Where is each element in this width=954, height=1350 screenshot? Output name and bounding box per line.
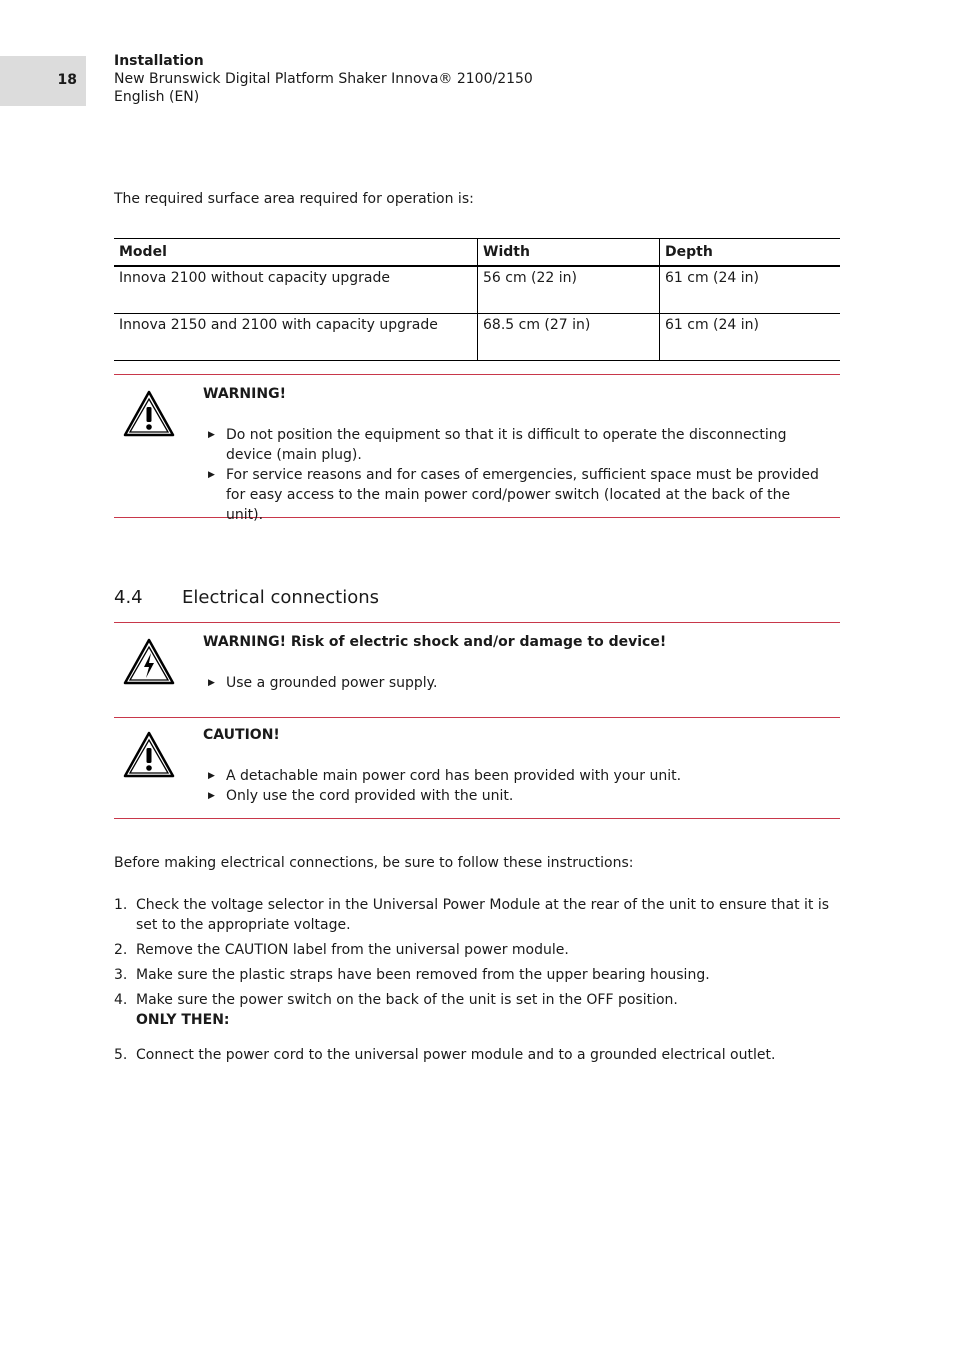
table-cell-model: Innova 2100 without capacity upgrade	[114, 266, 478, 314]
electric-shock-triangle-icon	[122, 637, 176, 687]
list-item	[114, 990, 840, 1010]
list-item: ▶ Use a grounded power supply.	[208, 675, 438, 691]
list-item	[114, 895, 840, 935]
list-item: ▶ A detachable main power cord has been provided with your unit.	[208, 768, 682, 784]
running-header	[114, 52, 533, 106]
surface-area-table	[114, 238, 840, 361]
list-item: ▶ Only use the cord provided with the unit.	[208, 788, 514, 804]
step-text: Remove the CAUTION label from the universal power module.	[136, 942, 569, 958]
table-header-model: Model	[114, 239, 478, 267]
instruction-steps	[114, 895, 840, 1070]
list-item	[114, 965, 840, 985]
warning-space-notice	[114, 374, 840, 523]
header-product-name: New Brunswick Digital Platform Shaker Innova® 2100/2150	[114, 71, 533, 87]
warning-triangle-icon	[122, 389, 176, 439]
arrow-bullet-icon: ▶	[208, 470, 215, 480]
list-item: ▶ Do not position the equipment so that it is difficult to operate the disconnecting device (main plug).	[208, 427, 787, 463]
table-header-depth: Depth	[660, 239, 841, 267]
section-number: 4.4	[114, 586, 143, 608]
step-number: 4.	[114, 992, 128, 1008]
table-cell-width: 68.5 cm (27 in)	[478, 314, 660, 361]
caution-title: CAUTION!	[203, 727, 280, 743]
warning-title: WARNING! Risk of electric shock and/or damage to device!	[203, 634, 667, 650]
table-cell-depth: 61 cm (24 in)	[660, 314, 841, 361]
step-text: Check the voltage selector in the Universal Power Module at the rear of the unit to ensure that it is set to the appropriate voltage.	[136, 897, 830, 933]
table-cell-model: Innova 2150 and 2100 with capacity upgrade	[114, 314, 478, 361]
step-text: Make sure the plastic straps have been removed from the upper bearing housing.	[136, 967, 710, 983]
table-cell-width: 56 cm (22 in)	[478, 266, 660, 314]
arrow-bullet-icon: ▶	[208, 771, 215, 781]
step-number: 5.	[114, 1047, 128, 1063]
list-item	[114, 940, 840, 960]
table-header-width: Width	[478, 239, 660, 267]
arrow-bullet-icon: ▶	[208, 678, 215, 688]
page-number: 18	[57, 72, 77, 88]
warning-triangle-icon	[122, 730, 176, 780]
section-title: Electrical connections	[182, 586, 380, 608]
step-number: 2.	[114, 942, 128, 958]
table-header-row	[114, 239, 840, 267]
arrow-bullet-icon: ▶	[208, 430, 215, 440]
step-text: Connect the power cord to the universal power module and to a grounded electrical outlet.	[136, 1047, 776, 1063]
table-row	[114, 314, 840, 361]
surface-area-intro: The required surface area required for operation is:	[114, 191, 474, 207]
warning-shock-notice	[114, 622, 840, 718]
caution-notice	[114, 716, 840, 819]
header-language: English (EN)	[114, 89, 200, 105]
warning-title: WARNING!	[203, 386, 286, 402]
table-row	[114, 266, 840, 314]
step-number: 1.	[114, 897, 128, 913]
only-then-label: ONLY THEN:	[136, 1012, 230, 1028]
header-section-title: Installation	[114, 53, 204, 69]
table-cell-depth: 61 cm (24 in)	[660, 266, 841, 314]
list-item: ▶ For service reasons and for cases of emergencies, sufficient space must be provided for easy access to the main power cord/power switch (located at the back of the unit).	[208, 467, 819, 523]
arrow-bullet-icon: ▶	[208, 791, 215, 801]
section-heading	[114, 587, 379, 608]
step-number: 3.	[114, 967, 128, 983]
list-item	[114, 1045, 840, 1065]
instructions-intro: Before making electrical connections, be sure to follow these instructions:	[114, 855, 634, 871]
step-text: Make sure the power switch on the back of the unit is set in the OFF position.	[136, 992, 678, 1008]
